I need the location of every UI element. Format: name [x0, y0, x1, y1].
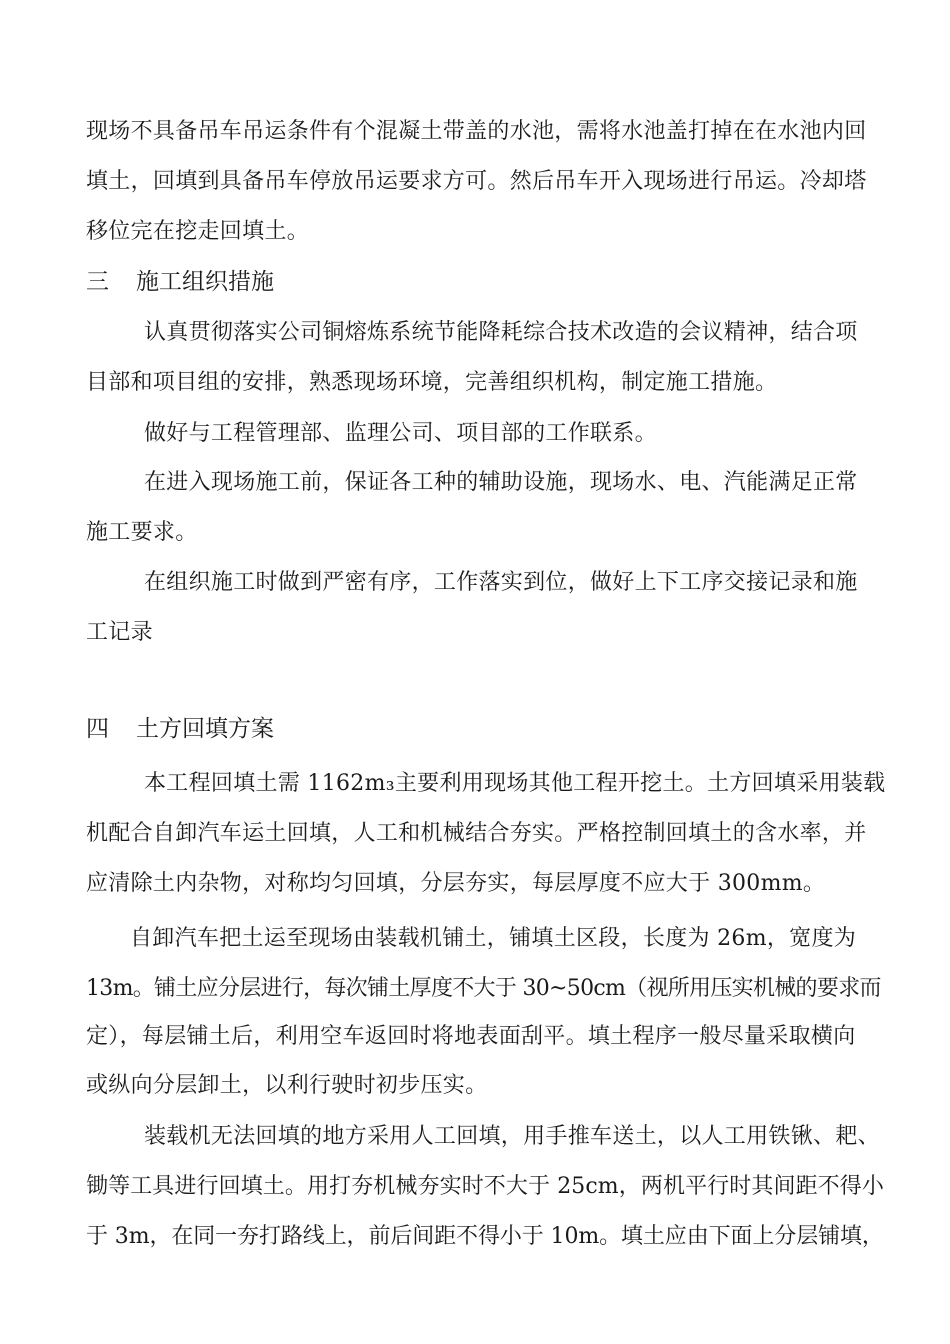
paragraph-line: 移位完在挖走回填土。 [86, 219, 310, 244]
paragraph-line: 认真贯彻落实公司铜熔炼系统节能降耗综合技术改造的会议精神，结合项 [144, 320, 858, 345]
paragraph-line: 定），每层铺土后，利用空车返回时将地表面刮平。填土程序一般尽量采取横向 [86, 1024, 856, 1049]
section-title: 土方回填方案 [136, 716, 274, 742]
section-heading [86, 266, 274, 298]
section-number: 三 [86, 269, 109, 295]
paragraph-line: 机配合自卸汽车运土回填，人工和机械结合夯实。严格控制回填土的含水率，并 [86, 821, 867, 846]
paragraph-line: 自卸汽车把土运至现场由装载机铺土，铺填土区段，长度为 26m，宽度为 [130, 926, 857, 951]
paragraph-line: 现场不具备吊车吊运条件有个混凝土带盖的水池，需将水池盖打掉在在水池内回 [86, 119, 867, 144]
section-heading [86, 713, 274, 745]
paragraph-line: 13m。铺土应分层进行，每次铺土厚度不大于 30~50cm（视所用压实机械的要求而 [86, 976, 881, 1001]
section-number: 四 [86, 716, 109, 742]
paragraph-line: 在组织施工时做到严密有序，工作落实到位，做好上下工序交接记录和施 [144, 570, 858, 595]
paragraph-line: 在进入现场施工前，保证各工种的辅助设施，现场水、电、汽能满足正常 [144, 470, 858, 495]
paragraph-line: 做好与工程管理部、监理公司、项目部的工作联系。 [144, 421, 657, 446]
paragraph-line: 目部和项目组的安排，熟悉现场环境，完善组织机构，制定施工措施。 [86, 370, 778, 395]
paragraph-line: 工记录 [86, 620, 153, 645]
paragraph-line: 装载机无法回填的地方采用人工回填，用手推车送土，以人工用铁锹、耙、 [144, 1124, 880, 1149]
paragraph-line: 填土，回填到具备吊车停放吊运要求方可。然后吊车开入现场进行吊运。冷却塔 [86, 169, 867, 194]
paragraph-line: 锄等工具进行回填土。用打夯机械夯实时不大于 25cm，两机平行时其间距不得小 [86, 1174, 884, 1199]
paragraph-line: 应清除土内杂物，对称均匀回填，分层夯实，每层厚度不应大于 300mm。 [86, 871, 826, 896]
paragraph-line: 本工程回填土需 1162m₃主要利用现场其他工程开挖土。土方回填采用装载 [144, 771, 886, 796]
section-title: 施工组织措施 [136, 269, 274, 295]
paragraph-line: 于 3m，在同一夯打路线上，前后间距不得小于 10m。填土应由下面上分层铺填， [86, 1224, 884, 1249]
paragraph-line: 施工要求。 [86, 520, 198, 545]
paragraph-line: 或纵向分层卸土，以利行驶时初步压实。 [86, 1073, 488, 1098]
